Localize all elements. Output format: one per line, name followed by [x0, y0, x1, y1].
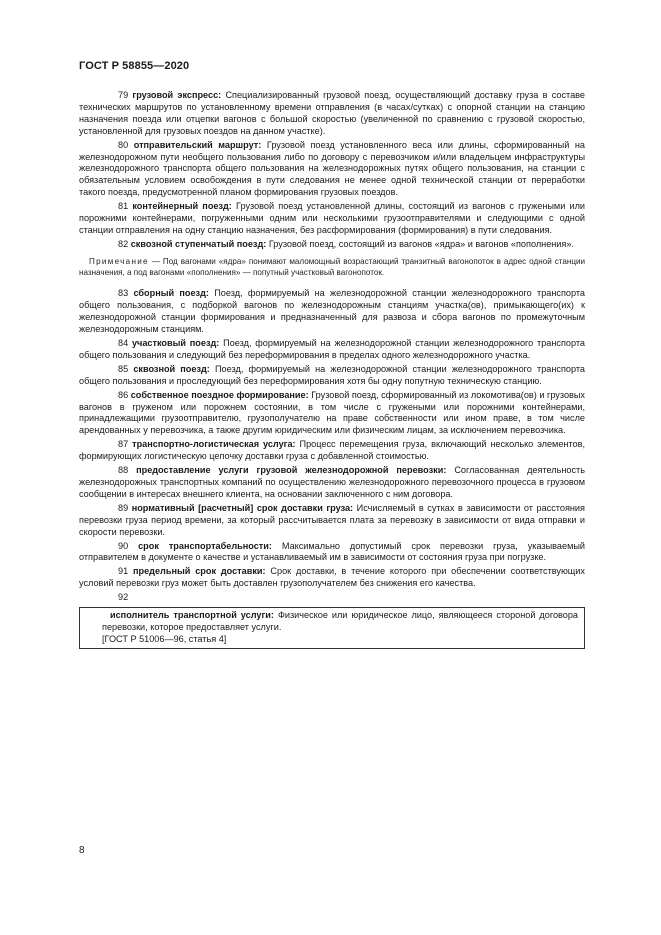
term-88	[79, 465, 585, 501]
term-number: 90	[118, 540, 129, 551]
term-name: собственное поездное формирование:	[130, 389, 309, 400]
term-92-source: [ГОСТ Р 51006—96, статья 4]	[102, 633, 227, 644]
term-number: 86	[118, 389, 129, 400]
term-definition: Грузовой поезд установленной длины, состоящий из вагонов с гружеными или порожними контейнерами, погруженными одним или несколькими грузоотправителями и следующими с одной станции отправления на одну станцию назначения, без расформирования (формирования) в пути следования.	[79, 201, 586, 235]
term-definition: Максимально допустимый срок перевозки груза, указываемый отправителем в документе о качестве и устанавливаемый им в зависимости от состояния груза при погрузке.	[79, 540, 586, 563]
note-label: Примечание	[89, 256, 149, 266]
term-79	[79, 90, 585, 138]
term-number: 81	[118, 201, 129, 212]
term-definition: Грузовой поезд установленного веса или длины, сформированный на железнодорожном пути необщего пользования либо по договору с перевозчиком и/или владельцем инфраструктуры железнодорожного транспорта общего пользования на железнодорожных путях общего пользования, на станции с обязательным условием освобождения в пути следования не менее одной технической станции от переработки такого поезда, предусмотренной планом формирования грузовых поездов.	[79, 139, 585, 198]
term-number: 80	[118, 139, 129, 150]
term-number: 91	[118, 566, 129, 577]
term-definition: Поезд, формируемый на железнодорожной станции железнодорожного транспорта общего пользования и проследующий без переформирования хотя бы одну попутную техническую станцию.	[79, 363, 585, 386]
term-name: сквозной ступенчатый поезд:	[130, 238, 267, 249]
term-number: 88	[118, 465, 129, 476]
term-name: сквозной поезд:	[133, 363, 210, 374]
term-number: 82	[118, 238, 129, 249]
term-91	[79, 566, 585, 590]
term-definition: Специализированный грузовой поезд, осуществляющий доставку груза в составе технических маршрутов по установленному времени отправления (в часах/сутках) с опорной станции на станцию назначения поезда или отцепки вагонов с большой скоростью (увеличенной по сравнению с грузовой скоростью, установленной для грузовых поездов на данном участке).	[79, 90, 585, 136]
term-name: грузовой экспресс:	[132, 90, 222, 100]
term-number: 87	[118, 439, 129, 450]
term-number: 84	[118, 338, 129, 348]
term-number: 79	[118, 90, 129, 100]
term-82	[79, 239, 585, 251]
term-85	[79, 364, 585, 388]
term-90	[79, 541, 585, 565]
term-number: 85	[118, 363, 129, 374]
term-89	[79, 503, 585, 539]
note-text: — Под вагонами «ядра» понимают маломощный возрастающий транзитный вагонопоток в адрес одной станции назначения, а под вагонами «пополнения» — попутный участковый вагонопоток.	[79, 256, 586, 277]
term-87	[79, 439, 585, 463]
term-92-definition	[102, 610, 578, 634]
term-name: отправительский маршрут:	[133, 139, 262, 150]
term-92-name: исполнитель транспортной услуги:	[110, 610, 274, 621]
page-number: 8	[79, 845, 85, 856]
term-name: нормативный [расчетный] срок доставки груза:	[131, 502, 354, 513]
term-name: контейнерный поезд:	[132, 201, 232, 212]
term-definition: Согласованная деятельность железнодорожных транспортных компаний по осуществлению железнодорожного перевозочного процесса в грузовом сообщении в интересах внешнего клиента, на основании заключенного с ним договора.	[79, 465, 585, 499]
term-definition: Грузовой поезд, состоящий из вагонов «ядра» и вагонов «пополнения».	[268, 238, 574, 249]
term-definition: Поезд, формируемый на железнодорожной станции железнодорожного транспорта общего пользования и следующий без переформирования в пределах одного железнодорожного участка.	[79, 338, 585, 360]
term-80	[79, 140, 585, 200]
term-92-number: 92	[118, 592, 129, 603]
document-body	[79, 90, 585, 649]
term-92-box	[79, 607, 585, 649]
document-header: ГОСТ Р 58855—2020	[79, 60, 190, 72]
term-name: сборный поезд:	[133, 288, 209, 299]
term-92-text: Физическое или юридическое лицо, являющееся стороной договора перевозки, которое предоставляет услуги.	[102, 610, 578, 632]
term-definition: Исчисляемый в сутках в зависимости от расстояния перевозки груза период времени, за который рассчитывается плата за перевозку в зависимости от вида отправки и скорости перевозки.	[79, 502, 585, 537]
terms-list-continued	[79, 288, 585, 590]
term-81	[79, 201, 585, 237]
term-name: транспортно-логистическая услуга:	[132, 439, 296, 450]
term-86	[79, 390, 585, 438]
term-number: 83	[118, 288, 129, 299]
term-name: срок транспортабельности:	[138, 540, 272, 551]
term-number: 89	[118, 502, 129, 513]
term-84	[79, 338, 585, 362]
note	[79, 257, 585, 279]
term-definition: Срок доставки, в течение которого при обеспечении соответствующих условий перевозки груз может быть доставлен грузополучателем без снижения его качества.	[79, 566, 585, 589]
term-name: участковый поезд:	[131, 338, 220, 348]
term-83	[79, 288, 585, 336]
terms-list	[79, 90, 585, 251]
term-definition: Поезд, формируемый на железнодорожной станции железнодорожного транспорта общего пользования, с подборкой вагонов по железнодорожным станциям участка(ов), примыкающего(их) к железнодорожной станции формирования и предназначенный для развоза и сбора вагонов по промежуточным железнодорожным станциям.	[79, 288, 585, 335]
term-definition: Процесс перемещения груза, включающий несколько элементов, формирующих логистическую цепочку доставки груза с добавленной стоимостью.	[79, 439, 585, 462]
term-name: предельный срок доставки:	[133, 566, 266, 577]
term-name: предоставление услуги грузовой железнодорожной перевозки:	[136, 465, 447, 476]
term-definition: Грузовой поезд, сформированный из локомотива(ов) и грузовых вагонов в груженом или порожнем состоянии, в том числе с гружеными или порожними контейнерами, принадлежащими грузоотправителю, грузополучателю на праве собственности или ином праве, в том числе арендованных у перевозчика, а также другим юридическим или физическим лицам, за исключением перевозчика.	[79, 389, 585, 436]
